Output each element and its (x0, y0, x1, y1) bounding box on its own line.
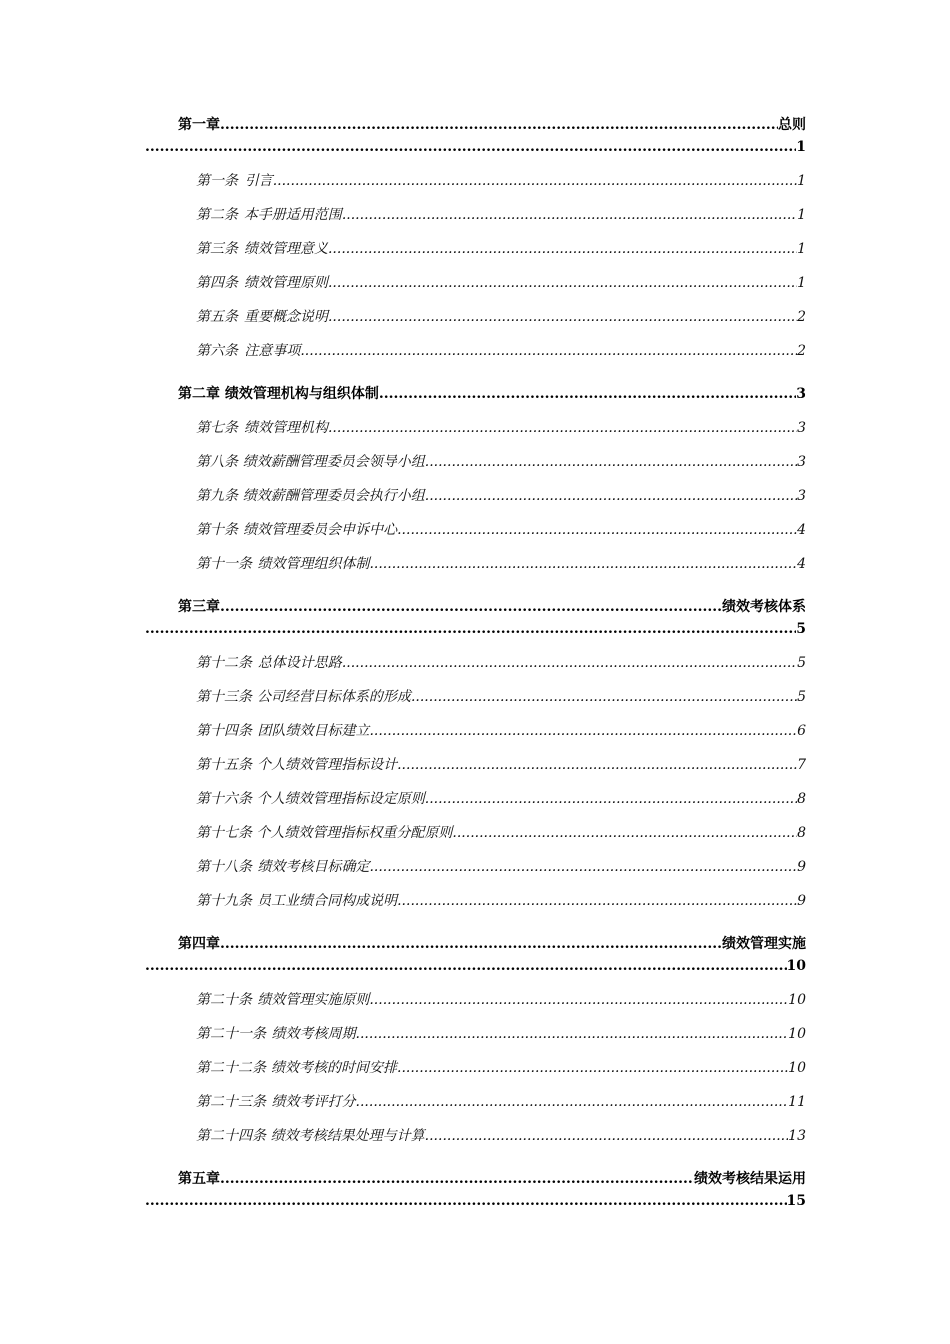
toc-section-label: 第一条 (196, 173, 238, 189)
toc-section-entry[interactable] (196, 823, 806, 843)
toc-leader-dots (220, 115, 778, 135)
toc-leader-dots (300, 341, 797, 361)
toc-section-title: 绩效考核目标确定 (257, 859, 370, 875)
toc-section-label: 第二条 (196, 207, 238, 223)
toc-section-entry[interactable] (196, 990, 806, 1010)
toc-chapter-title: 绩效考核结果运用 (694, 1171, 806, 1187)
toc-page-number: 1 (796, 139, 806, 155)
toc-section-label: 第十条 (196, 522, 238, 538)
toc-chapter-page-line[interactable] (145, 956, 806, 976)
toc-page-number: 10 (788, 1060, 806, 1076)
toc-leader-dots (356, 1092, 789, 1112)
toc-page-number: 4 (797, 522, 806, 538)
toc-page-number: 4 (797, 556, 806, 572)
toc-page-number: 1 (797, 173, 806, 189)
toc-section-label: 第十五条 (196, 757, 252, 773)
toc-section-label: 第十二条 (196, 655, 252, 671)
toc-page-number: 6 (797, 723, 806, 739)
toc-section-entry[interactable] (196, 452, 806, 472)
toc-chapter-page-line[interactable] (145, 619, 806, 639)
toc-leader-dots (425, 452, 797, 472)
toc-chapter-entry[interactable] (178, 1169, 806, 1189)
toc-leader-dots (425, 1126, 789, 1146)
toc-chapter-title: 绩效管理实施 (722, 936, 806, 952)
toc-leader-dots (369, 857, 797, 877)
toc-page-number: 11 (788, 1094, 806, 1110)
toc-section-title: 绩效管理实施原则 (257, 992, 370, 1008)
toc-section-title: 个人绩效管理指标设定原则 (256, 791, 425, 807)
toc-section-entry[interactable] (196, 171, 806, 191)
toc-section-entry[interactable] (196, 273, 806, 293)
toc-chapter-label: 第四章 (178, 936, 220, 952)
toc-section-entry[interactable] (196, 789, 806, 809)
toc-section-label: 第二十三条 (196, 1094, 266, 1110)
toc-section-entry[interactable] (196, 486, 806, 506)
toc-section-label: 第八条 (196, 454, 238, 470)
toc-page-number: 15 (786, 1193, 806, 1209)
toc-section-title: 重要概念说明 (243, 309, 328, 325)
toc-leader-dots (379, 384, 796, 404)
toc-leader-dots (397, 1058, 788, 1078)
toc-section-title: 本手册适用范围 (243, 207, 342, 223)
toc-chapter-label: 第二章 (178, 386, 220, 402)
toc-page-number: 9 (797, 893, 806, 909)
toc-page-number: 1 (797, 241, 806, 257)
toc-section-entry[interactable] (196, 1024, 806, 1044)
toc-section-label: 第六条 (196, 343, 238, 359)
toc-section-label: 第三条 (196, 241, 238, 257)
toc-leader-dots (328, 239, 797, 259)
toc-leader-dots (145, 1191, 787, 1211)
toc-page-number: 8 (797, 825, 806, 841)
toc-leader-dots (452, 823, 797, 843)
toc-section-label: 第十九条 (196, 893, 252, 909)
toc-leader-dots (145, 137, 796, 157)
toc-section-entry[interactable] (196, 239, 806, 259)
toc-leader-dots (145, 956, 787, 976)
toc-leader-dots (328, 418, 797, 438)
toc-section-title: 公司经营目标体系的形成 (256, 689, 411, 705)
toc-page-number: 3 (797, 420, 806, 436)
toc-leader-dots (220, 597, 722, 617)
toc-leader-dots (369, 554, 797, 574)
toc-section-entry[interactable] (196, 307, 806, 327)
toc-chapter-entry[interactable] (178, 597, 806, 617)
toc-section-title: 绩效薪酬管理委员会领导小组 (242, 454, 425, 470)
toc-section-label: 第十四条 (196, 723, 252, 739)
toc-section-title: 员工业绩合同构成说明 (257, 893, 398, 909)
toc-chapter-title: 绩效考核体系 (722, 599, 806, 615)
toc-leader-dots (411, 687, 797, 707)
toc-leader-dots (220, 1169, 694, 1189)
toc-section-entry[interactable] (196, 554, 806, 574)
toc-section-label: 第二十二条 (196, 1060, 266, 1076)
toc-leader-dots (220, 934, 722, 954)
toc-section-label: 第五条 (196, 309, 238, 325)
toc-chapter-label: 第一章 (178, 117, 220, 133)
toc-leader-dots (328, 307, 797, 327)
toc-section-title: 团队绩效目标建立 (257, 723, 370, 739)
toc-section-entry[interactable] (196, 418, 806, 438)
toc-chapter-page-line[interactable] (145, 137, 806, 157)
toc-chapter-page-line[interactable] (145, 1191, 806, 1211)
toc-chapter-label: 第五章 (178, 1171, 220, 1187)
toc-section-title: 绩效管理意义 (243, 241, 328, 257)
toc-section-label: 第二十四条 (196, 1128, 266, 1144)
toc-section-title: 绩效薪酬管理委员会执行小组 (242, 488, 425, 504)
toc-page-number: 9 (797, 859, 806, 875)
toc-leader-dots (328, 273, 797, 293)
toc-section-entry[interactable] (196, 205, 806, 225)
toc-page-number: 10 (786, 958, 806, 974)
toc-leader-dots (397, 891, 797, 911)
toc-section-label: 第二十条 (196, 992, 252, 1008)
toc-section-label: 第二十一条 (196, 1026, 266, 1042)
toc-page-number: 7 (797, 757, 806, 773)
toc-leader-dots (356, 1024, 789, 1044)
toc-page-number: 5 (797, 689, 806, 705)
toc-section-title: 绩效考评打分 (271, 1094, 356, 1110)
toc-section-entry[interactable] (196, 891, 806, 911)
toc-chapter-entry[interactable] (178, 934, 806, 954)
toc-section-title: 总体设计思路 (257, 655, 342, 671)
toc-leader-dots (342, 653, 797, 673)
toc-chapter-label: 第三章 (178, 599, 220, 615)
toc-section-entry[interactable] (196, 857, 806, 877)
toc-section-title: 个人绩效管理指标权重分配原则 (256, 825, 453, 841)
toc-section-entry[interactable] (196, 721, 806, 741)
toc-section-title: 引言 (244, 173, 273, 189)
toc-chapter-entry[interactable] (178, 115, 806, 135)
toc-page-number: 10 (788, 992, 806, 1008)
toc-page-number: 1 (797, 275, 806, 291)
toc-leader-dots (425, 789, 797, 809)
toc-section-label: 第九条 (196, 488, 238, 504)
toc-section-label: 第十六条 (196, 791, 252, 807)
toc-leader-dots (425, 486, 797, 506)
toc-chapter-title: 总则 (778, 117, 806, 133)
toc-chapter-entry[interactable] (178, 384, 806, 404)
toc-page-number: 3 (796, 386, 806, 402)
toc-page-number: 10 (788, 1026, 806, 1042)
toc-section-label: 第十八条 (196, 859, 252, 875)
toc-section-entry[interactable] (196, 653, 806, 673)
toc-section-entry[interactable] (196, 341, 806, 361)
toc-section-title: 绩效考核的时间安排 (271, 1060, 397, 1076)
toc-section-title: 绩效考核周期 (271, 1026, 356, 1042)
toc-leader-dots (145, 619, 796, 639)
toc-section-title: 绩效管理机构 (243, 420, 328, 436)
toc-section-entry[interactable] (196, 1092, 806, 1112)
toc-page-number: 13 (788, 1128, 806, 1144)
toc-chapter-title: 绩效管理机构与组织体制 (224, 386, 379, 402)
toc-section-entry[interactable] (196, 687, 806, 707)
toc-page-number: 3 (797, 488, 806, 504)
toc-section-entry[interactable] (196, 1058, 806, 1078)
toc-section-title: 个人绩效管理指标设计 (257, 757, 398, 773)
toc-leader-dots (273, 171, 797, 191)
toc-page-number: 5 (797, 655, 806, 671)
toc-page-number: 1 (797, 207, 806, 223)
toc-leader-dots (342, 205, 797, 225)
toc-page-number: 3 (797, 454, 806, 470)
toc-section-label: 第十三条 (196, 689, 252, 705)
toc-leader-dots (397, 755, 797, 775)
toc-section-entry[interactable] (196, 1126, 806, 1146)
toc-page-number: 2 (797, 343, 806, 359)
toc-leader-dots (369, 721, 797, 741)
toc-section-label: 第十七条 (196, 825, 252, 841)
toc-section-entry[interactable] (196, 755, 806, 775)
toc-section-label: 第十一条 (196, 556, 252, 572)
toc-page-number: 8 (797, 791, 806, 807)
toc-section-title: 绩效管理委员会申诉中心 (243, 522, 398, 538)
toc-leader-dots (397, 520, 797, 540)
toc-section-label: 第七条 (196, 420, 238, 436)
toc-leader-dots (369, 990, 788, 1010)
toc-section-title: 绩效管理组织体制 (257, 556, 370, 572)
toc-section-entry[interactable] (196, 520, 806, 540)
toc-page-number: 5 (796, 621, 806, 637)
toc-section-label: 第四条 (196, 275, 238, 291)
toc-section-title: 绩效管理原则 (243, 275, 328, 291)
toc-page-number: 2 (797, 309, 806, 325)
toc-section-title: 注意事项 (244, 343, 301, 359)
toc-section-title: 绩效考核结果处理与计算 (270, 1128, 425, 1144)
